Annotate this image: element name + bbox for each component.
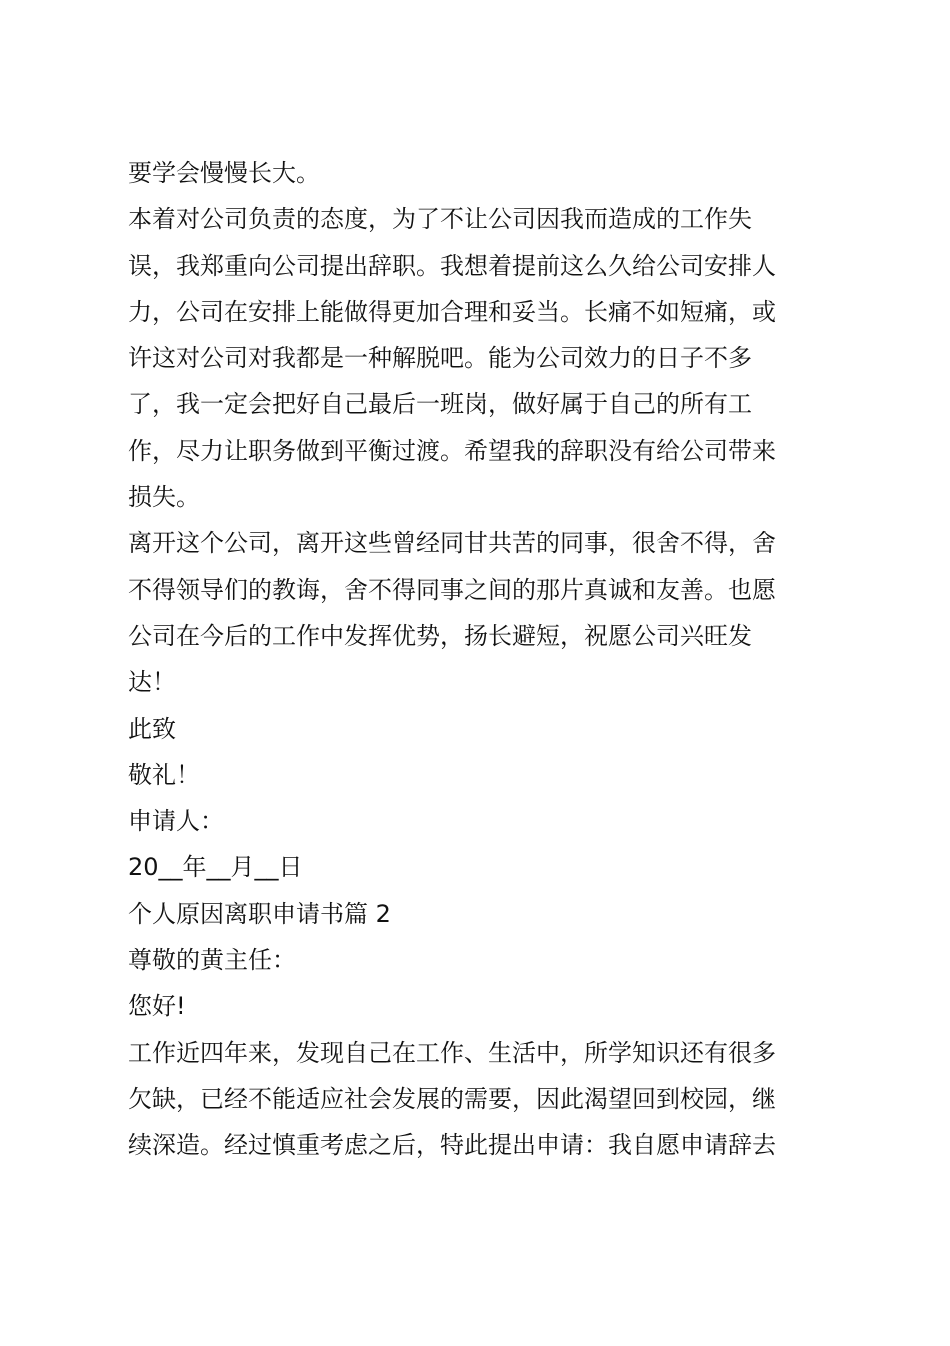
paragraph-line: 许这对公司对我都是一种解脱吧。能为公司效力的日子不多 — [128, 344, 752, 373]
greeting: 您好! — [128, 992, 186, 1021]
section-title: 个人原因离职申请书篇 2 — [128, 899, 391, 928]
closing-regards: 敬礼！ — [128, 760, 200, 789]
paragraph-line: 要学会慢慢长大。 — [128, 159, 320, 187]
greeting-recipient: 尊敬的黄主任： — [128, 946, 296, 975]
paragraph-line: 了，我一定会把好自己最后一班岗，做好属于自己的所有工 — [128, 390, 752, 419]
paragraph-line: 本着对公司负责的态度，为了不让公司因我而造成的工作失 — [128, 205, 752, 234]
paragraph-line: 离开这个公司，离开这些曾经同甘共苦的同事，很舍不得，舍 — [128, 529, 776, 558]
paragraph-line: 作，尽力让职务做到平衡过渡。希望我的辞职没有给公司带来 — [128, 436, 776, 465]
paragraph-line: 达！ — [128, 668, 176, 697]
paragraph-line: 不得领导们的教诲，舍不得同事之间的那片真诚和友善。也愿 — [128, 575, 776, 604]
paragraph-line: 欠缺，已经不能适应社会发展的需要，因此渴望回到校园，继 — [128, 1084, 776, 1113]
applicant-label: 申请人： — [128, 807, 224, 836]
paragraph-line: 续深造。经过慎重考虑之后，特此提出申请：我自愿申请辞去 — [128, 1131, 776, 1160]
paragraph-line: 工作近四年来，发现自己在工作、生活中，所学知识还有很多 — [128, 1038, 776, 1067]
paragraph-line: 公司在今后的工作中发挥优势，扬长避短，祝愿公司兴旺发 — [128, 621, 752, 650]
paragraph-line: 损失。 — [128, 483, 200, 512]
paragraph-line: 误，我郑重向公司提出辞职。我想着提前这么久给公司安排人 — [128, 251, 776, 280]
paragraph-line: 力，公司在安排上能做得更加合理和妥当。长痛不如短痛，或 — [128, 297, 776, 326]
date-line: 20__年__月__日 — [128, 853, 303, 882]
document-page — [128, 150, 828, 1169]
closing-salutation: 此致 — [128, 714, 176, 743]
